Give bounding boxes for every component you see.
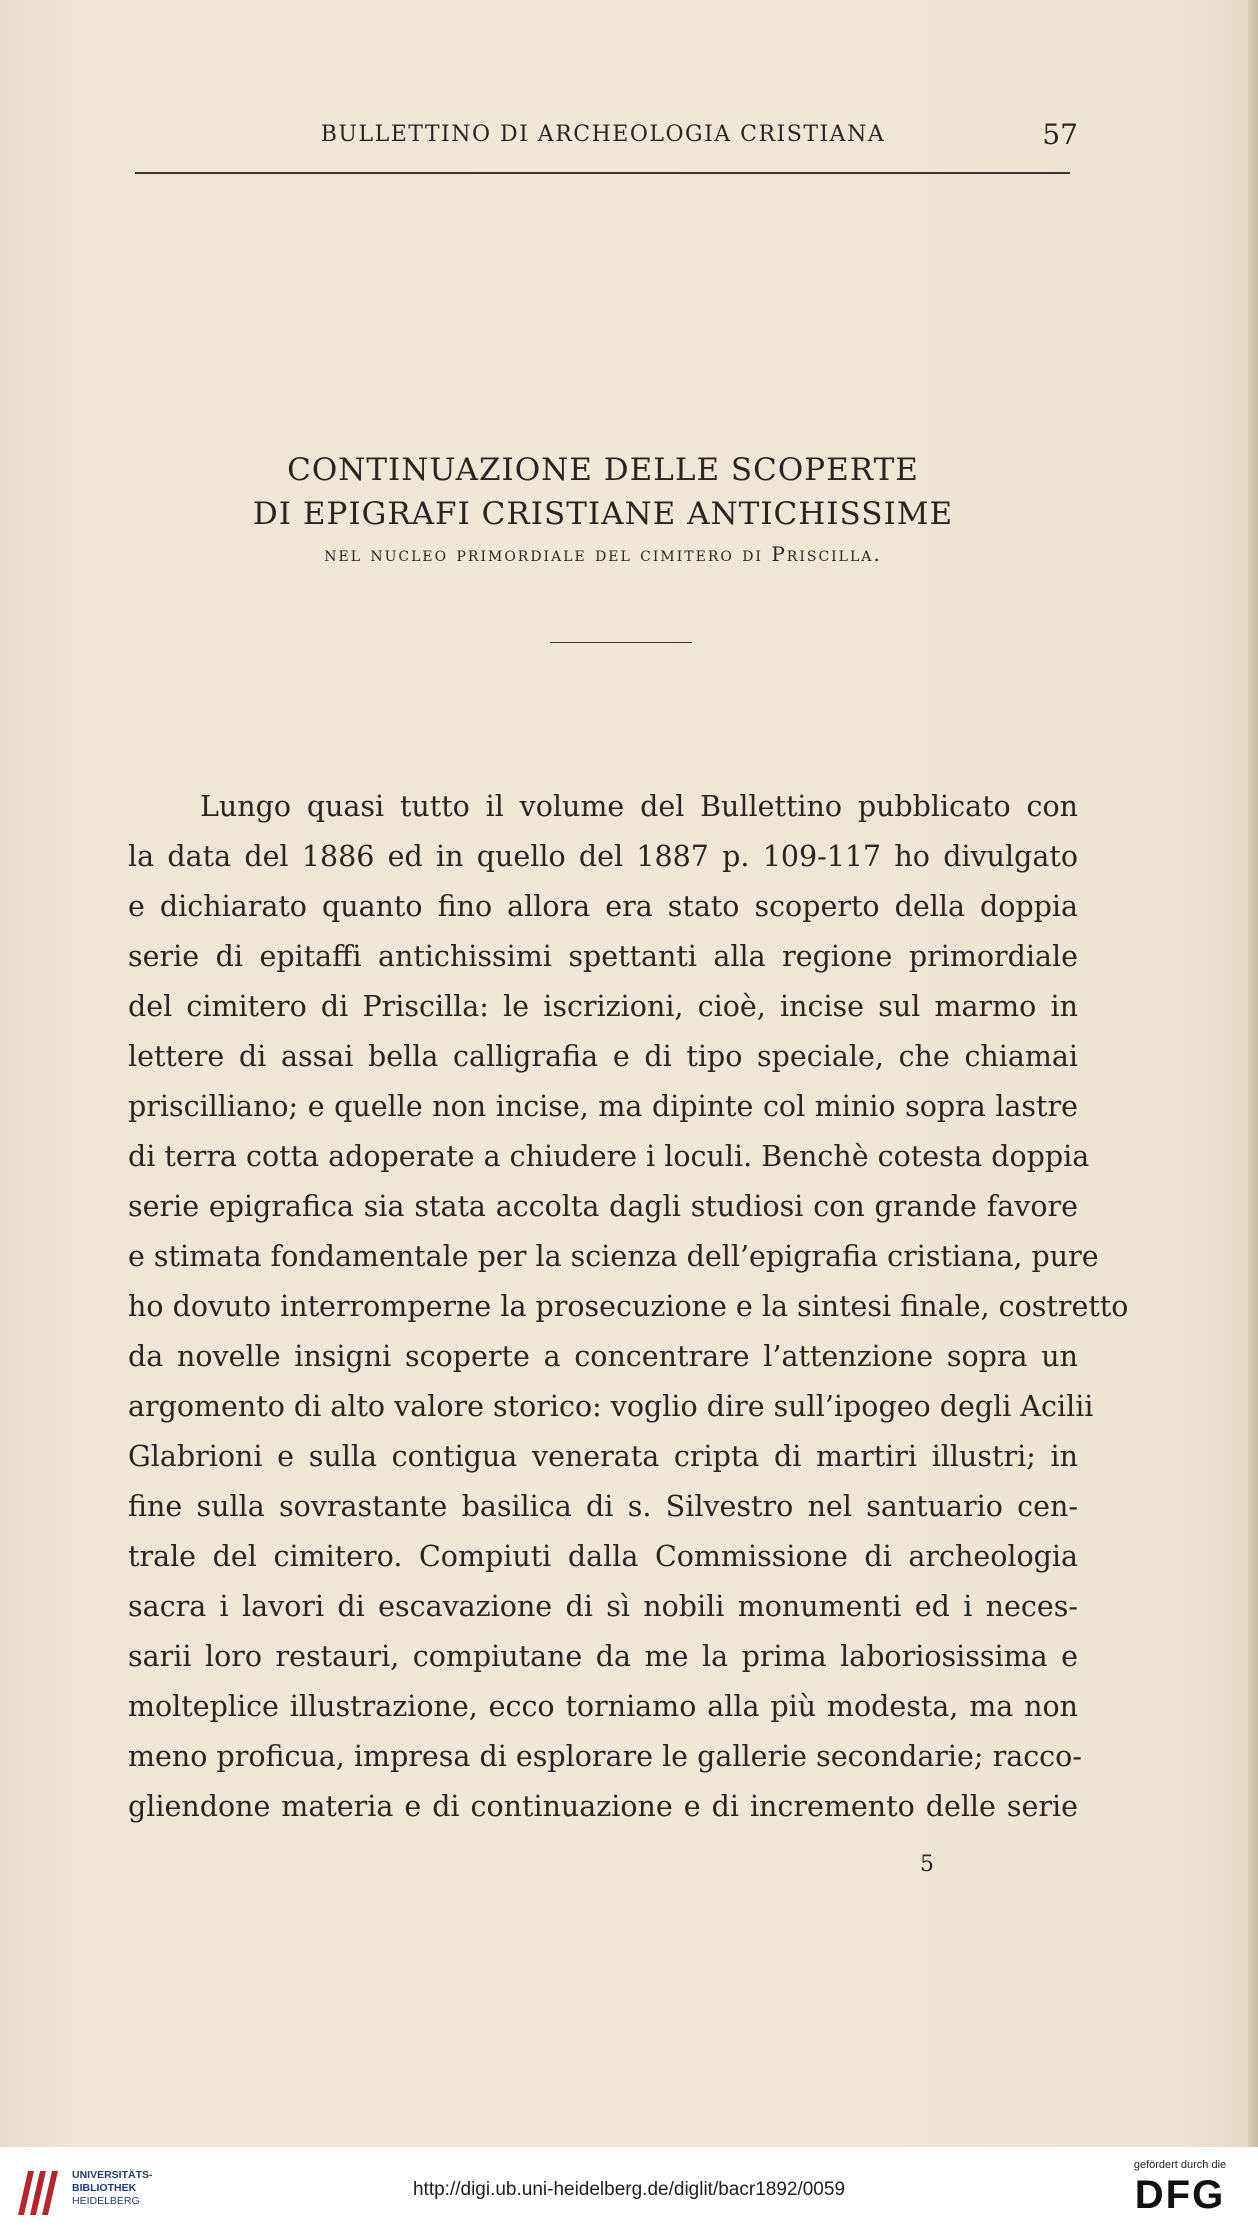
- text-line: gliendone materia e di continuazione e di incremento delle serie: [128, 1790, 1078, 1823]
- text-line: meno proficua, impresa di esplorare le gallerie secondarie; racco-: [128, 1740, 1082, 1773]
- section-rule: [550, 642, 692, 643]
- text-line: trale del cimitero. Compiuti dalla Commissione di archeologia: [128, 1540, 1078, 1573]
- article-title-line-2: DI EPIGRAFI CRISTIANE ANTICHISSIME: [252, 496, 954, 532]
- running-head: [128, 118, 1078, 162]
- text-line: sacra i lavori di escavazione di sì nobili monumenti ed i neces-: [128, 1590, 1078, 1623]
- running-title: BULLETTINO DI ARCHEOLOGIA CRISTIANA: [320, 122, 886, 147]
- text-line: Glabrioni e sulla contigua venerata cripta di martiri illustri; in: [128, 1440, 1078, 1473]
- text-line: molteplice illustrazione, ecco torniamo alla più modesta, ma non: [128, 1690, 1078, 1723]
- text-line: di terra cotta adoperate a chiudere i loculi. Benchè cotesta doppia: [128, 1140, 1090, 1173]
- library-name-line: BIBLIOTHEK: [72, 2182, 137, 2194]
- body-text: [128, 782, 1129, 1832]
- library-name-line: HEIDELBERG: [72, 2195, 140, 2207]
- dfg-wordmark: DFG: [1134, 2173, 1226, 2217]
- viewer-footer: [0, 2147, 1258, 2237]
- text-line: serie epigrafica sia stata accolta dagli studiosi con grande favore: [128, 1190, 1078, 1223]
- text-line: priscilliano; e quelle non incise, ma dipinte col minio sopra lastre: [128, 1090, 1078, 1123]
- page-number: 57: [1042, 118, 1078, 151]
- text-line: Lungo quasi tutto il volume del Bullettino pubblicato con: [200, 790, 1078, 823]
- text-line: sarii loro restauri, compiutane da me la prima laboriosissima e: [128, 1640, 1078, 1673]
- article-title-block: [128, 448, 1078, 572]
- article-title-line-1: CONTINUAZIONE DELLE SCOPERTE: [287, 452, 919, 488]
- text-line: la data del 1886 ed in quello del 1887 p. 109-117 ho divulgato: [128, 840, 1078, 873]
- page-edge: [1248, 0, 1258, 2147]
- text-line: ho dovuto interromperne la prosecuzione e la sintesi finale, costretto: [128, 1290, 1129, 1323]
- text-line: del cimitero di Priscilla: le iscrizioni, cioè, incise sul marmo in: [128, 990, 1078, 1023]
- signature-mark: 5: [920, 1852, 934, 1877]
- dfg-logo[interactable]: [1116, 2159, 1244, 2231]
- text-line: e stimata fondamentale per la scienza dell’epigrafia cristiana, pure: [128, 1240, 1099, 1273]
- text-line: da novelle insigni scoperte a concentrare l’attenzione sopra un: [128, 1340, 1078, 1373]
- article-subtitle: nel nucleo primordiale del cimitero di Priscilla.: [324, 542, 882, 566]
- library-name-line: UNIVERSITÄTS-: [72, 2169, 153, 2181]
- funding-label: gefördert durch die: [1133, 2159, 1227, 2171]
- text-line: argomento di alto valore storico: voglio dire sull’ipogeo degli Acilii: [128, 1390, 1094, 1423]
- permalink-url[interactable]: http://digi.ub.uni-heidelberg.de/diglit/bacr1892/0059: [412, 2179, 846, 2200]
- text-line: fine sulla sovrastante basilica di s. Silvestro nel santuario cen-: [128, 1490, 1078, 1523]
- text-line: serie di epitaffi antichissimi spettanti alla regione primordiale: [128, 940, 1078, 973]
- text-line: e dichiarato quanto fino allora era stato scoperto della doppia: [128, 890, 1078, 923]
- text-line: lettere di assai bella calligrafia e di tipo speciale, che chiamai: [128, 1040, 1078, 1073]
- header-rule: [135, 172, 1070, 174]
